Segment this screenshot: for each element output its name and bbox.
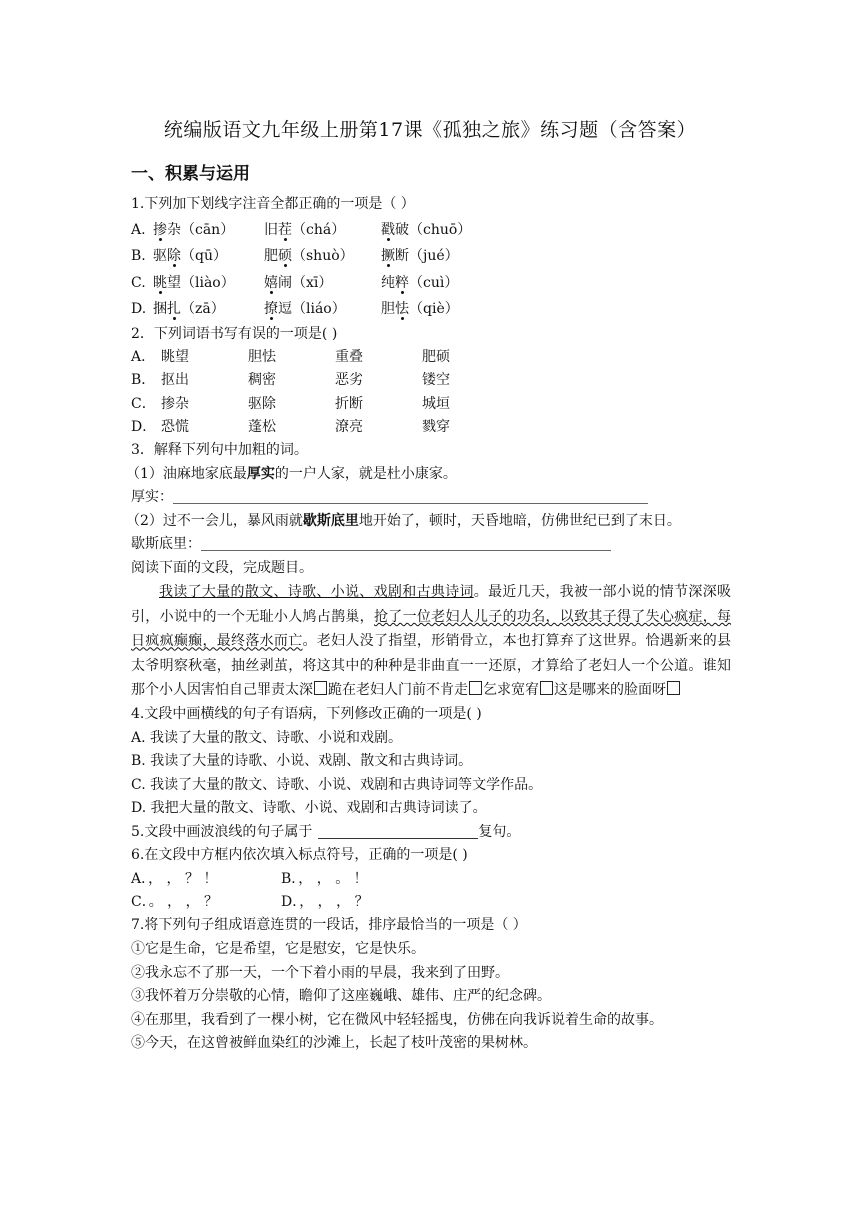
q2-word: 镂空 <box>422 372 450 389</box>
word-text: 望（liào） <box>167 274 235 291</box>
q2-word: 潦亮 <box>335 418 363 435</box>
q1-option-label: C. <box>131 274 146 291</box>
q6-options-row-2 <box>131 891 731 914</box>
q1-option-word <box>381 296 459 323</box>
reading-passage <box>131 580 731 703</box>
q7-item: ②我永忘不了那一天，一个下着小雨的早晨，我来到了田野。 <box>131 964 509 981</box>
q3-s1-pre: （1）油麻地家底最 <box>126 465 247 482</box>
q7-item: ③我怀着万分崇敬的心情，瞻仰了这座巍峨、雄伟、庄严的纪念碑。 <box>131 988 551 1005</box>
q3-s2-post: 地开始了，顿时，天昏地暗，仿佛世纪已到了末日。 <box>358 512 681 529</box>
q4-option: D. 我把大量的散文、诗歌、小说、戏剧和古典诗词读了。 <box>131 800 487 817</box>
q3-answer-2 <box>131 533 731 557</box>
passage-text: 这是哪来的脸面呀 <box>554 682 666 699</box>
answer-blank[interactable] <box>201 536 611 551</box>
q1-option-word <box>381 243 459 270</box>
q6-option: C．。 ， ， ？ <box>131 894 219 911</box>
q1-option-word <box>381 217 471 244</box>
q1-option-word <box>381 270 458 297</box>
q2-option <box>131 346 731 369</box>
q1-option-word <box>153 217 264 244</box>
q1-option-word <box>264 270 381 297</box>
blank-box[interactable] <box>469 681 482 695</box>
q2-word: 折断 <box>335 395 363 412</box>
word-text: （shuò） <box>292 248 354 265</box>
underlined-sentence: 我读了大量的散文、诗歌、小说、戏剧和古典诗词 <box>159 584 474 601</box>
q1-option <box>131 243 731 270</box>
document-body <box>126 193 732 1056</box>
q3-answer-2-label: 歇斯底里： <box>131 536 201 553</box>
q2-option-label: C． <box>131 395 156 412</box>
word-text: 捆 <box>153 301 167 318</box>
q3-stem: 3．解释下列句中加粗的词。 <box>131 441 308 458</box>
word-text: （cuì） <box>409 274 459 291</box>
passage-text: 。老妇人没了指望，形销骨立，本也打算弃了这世界。恰遇新来的县太爷明察秋毫，抽丝剥茧，将这其中的种种是非曲直一一还原，才算给了老妇人一个公道。谁知那个小人因害怕自己罪责太深 <box>131 633 732 699</box>
word-text: （qiè） <box>409 301 459 318</box>
q2-word: 眺望 <box>161 349 189 366</box>
q3-sentence-2 <box>126 510 731 534</box>
dotted-char: 扎 <box>167 301 181 318</box>
q1-option-word <box>153 243 264 270</box>
q1-option-word <box>264 217 381 244</box>
word-text: 闹（xī） <box>278 274 333 291</box>
dotted-char: 嬉 <box>264 274 278 291</box>
q1-option-word <box>264 243 381 270</box>
q1-option <box>131 270 731 297</box>
q2-word: 戮穿 <box>422 418 450 435</box>
q1-options <box>131 217 731 323</box>
q5-post: 复句。 <box>478 823 521 840</box>
dotted-char: 眺 <box>153 274 167 291</box>
dotted-char: 戳 <box>381 221 395 238</box>
q3-answer-1-label: 厚实： <box>131 489 173 506</box>
q3-s1-bold: 厚实 <box>246 465 275 482</box>
q3-sentence-1 <box>126 463 731 487</box>
wavy-underlined-sentence: 抢了一位老妇人儿子的功名，以致其子得了失心疯症，每日疯疯癫癫，最终落水而亡 <box>131 608 732 650</box>
q6-options-row-1 <box>131 868 731 891</box>
q3-answer-1 <box>131 486 731 510</box>
dotted-char: 粹 <box>395 274 409 291</box>
q2-word: 重叠 <box>335 349 363 366</box>
blank-box[interactable] <box>540 681 553 695</box>
q1-option <box>131 296 731 323</box>
dotted-char: 掺 <box>153 221 167 238</box>
q2-word: 掺杂 <box>161 395 189 412</box>
q2-word: 肥硕 <box>422 349 450 366</box>
word-text: 杂（cān） <box>167 221 235 238</box>
q7-item: ①它是生命，它是希望，它是慰安，它是快乐。 <box>131 941 425 958</box>
q2-option-label: A． <box>131 349 156 366</box>
q2-word: 城垣 <box>422 395 450 412</box>
dotted-char: 怯 <box>395 301 409 318</box>
word-text: 逗（liáo） <box>278 301 346 318</box>
passage-text: 乞求宽宥 <box>483 682 539 699</box>
q2-word: 恐慌 <box>161 418 189 435</box>
word-text: 纯 <box>381 274 395 291</box>
q4-option: C. 我读了大量的散文、诗歌、小说、戏剧和古典诗词等文学作品。 <box>131 776 543 793</box>
q2-word: 蓬松 <box>248 418 276 435</box>
page-title: 统编版语文九年级上册第17课《孤独之旅》练习题（含答案） <box>163 119 697 141</box>
word-text: 肥 <box>264 248 278 265</box>
dotted-char: 除 <box>167 248 181 265</box>
q2-options <box>131 346 731 439</box>
q2-option-label: D． <box>131 418 157 435</box>
q1-stem: 1.下列加下划线字注音全都正确的一项是（ ） <box>131 196 415 212</box>
word-text: （chá） <box>292 221 346 238</box>
q1-option-label: A. <box>131 221 146 238</box>
q5-pre: 5.文段中画波浪线的句子属于 <box>131 823 313 840</box>
q1-option-word <box>153 296 264 323</box>
word-text: 破（chuō） <box>395 221 472 238</box>
q5 <box>131 821 731 845</box>
q2-word: 稠密 <box>248 372 276 389</box>
q2-word: 驱除 <box>248 395 276 412</box>
q2-word: 抠出 <box>161 372 189 389</box>
q2-option-label: B． <box>131 372 156 389</box>
q2-stem: 2．下列词语书写有误的一项是( ) <box>131 325 338 342</box>
q1-option-word <box>153 270 264 297</box>
q6-option: B．， ， 。 ！ <box>281 871 368 888</box>
word-text: （zā） <box>181 301 225 318</box>
q6-stem: 6.在文段中方框内依次填入标点符号，正确的一项是( ) <box>131 847 468 864</box>
q7-item: ⑤今天，在这曾被鲜血染红的沙滩上，长起了枝叶茂密的果树林。 <box>131 1035 537 1052</box>
q1-option <box>131 217 731 244</box>
q7-item: ④在那里，我看到了一棵小树，它在微风中轻轻摇曳，仿佛在向我诉说着生命的故事。 <box>131 1011 663 1028</box>
q4-option: A. 我读了大量的散文、诗歌、小说和戏剧。 <box>131 729 403 746</box>
blank-box[interactable] <box>667 681 680 695</box>
word-text: 胆 <box>381 301 395 318</box>
reading-intro: 阅读下面的文段，完成题目。 <box>131 559 313 576</box>
q2-word: 恶劣 <box>335 372 363 389</box>
answer-blank[interactable] <box>173 489 648 504</box>
word-text: 驱 <box>153 248 167 265</box>
dotted-char: 撩 <box>264 301 278 318</box>
q3-s2-bold: 歇斯底里 <box>302 512 359 529</box>
q4-option: B. 我读了大量的诗歌、小说、戏剧、散文和古典诗词。 <box>131 753 473 770</box>
dotted-char: 撅 <box>381 248 395 265</box>
q1-option-word <box>264 296 381 323</box>
answer-blank[interactable] <box>318 824 478 839</box>
section-heading: 一、积累与运用 <box>131 164 250 184</box>
q1-option-label: D. <box>131 301 147 318</box>
q2-option <box>131 393 731 416</box>
passage-text: 跪在老妇人门前不肯走 <box>328 682 468 699</box>
q2-option <box>131 369 731 392</box>
q2-word: 胆怯 <box>248 349 276 366</box>
q7-stem: 7.将下列句子组成语意连贯的一段话，排序最恰当的一项是（ ） <box>131 917 527 934</box>
word-text: 断（jué） <box>395 248 459 265</box>
dotted-char: 硕 <box>278 248 292 265</box>
passage-text: 。最近几天，我被一部小说的情节深深吸引，小说中的一个无耻小人鸠占鹊巢， <box>131 584 732 625</box>
q6-option: D．， ， ， ？ <box>281 894 369 911</box>
blank-box[interactable] <box>314 681 327 695</box>
q2-option <box>131 416 731 439</box>
word-text: 旧 <box>264 221 278 238</box>
q1-option-label: B. <box>131 248 146 265</box>
q3-s1-post: 的一户人家，就是杜小康家。 <box>274 465 457 482</box>
dotted-char: 茬 <box>278 221 292 238</box>
q6-option: A．， ， ？ ！ <box>131 871 218 888</box>
q3-s2-pre: （2）过不一会儿，暴风雨就 <box>126 512 303 529</box>
q4-stem: 4.文段中画横线的句子有语病，下列修改正确的一项是( ) <box>131 705 482 722</box>
word-text: （qū） <box>181 248 227 265</box>
